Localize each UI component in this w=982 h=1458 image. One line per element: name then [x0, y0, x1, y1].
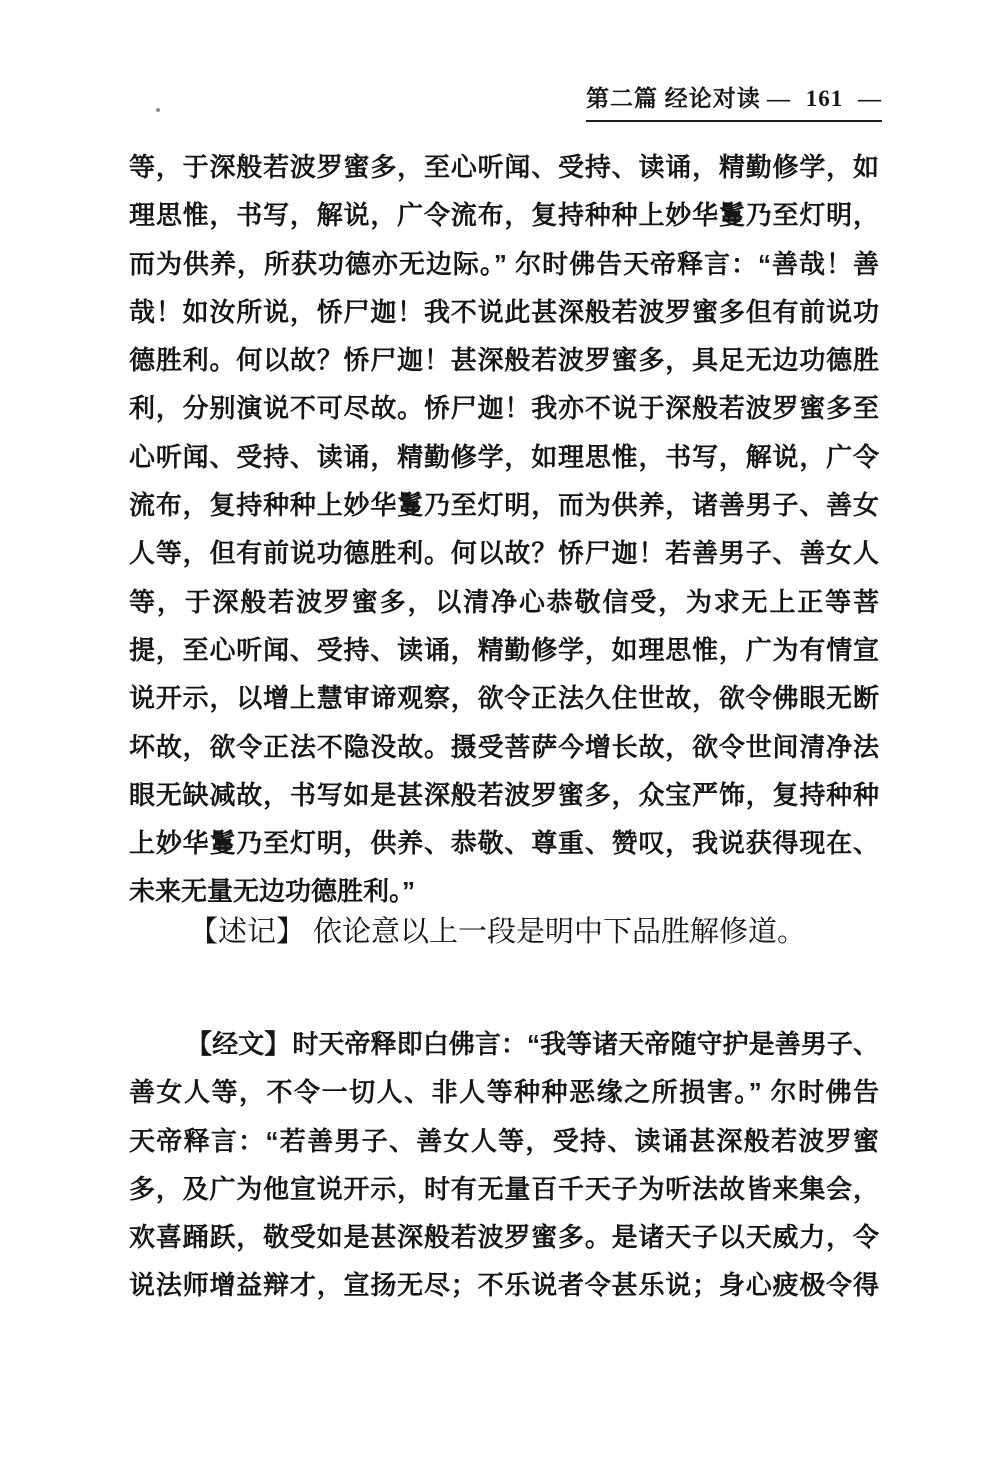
text-line: 等，于深般若波罗蜜多，至心听闻、受持、读诵，精勤修学，如	[129, 152, 879, 182]
text-line: 善女人等，不令一切人、非人等种种恶缘之所损害。” 尔时佛告	[129, 1077, 879, 1108]
shuji-paragraph	[129, 906, 949, 958]
text-line: 坏故，欲令正法不隐没故。摄受菩萨今增长故，欲令世间清净法	[129, 731, 879, 762]
page-number: — 161 —	[767, 86, 882, 111]
section-title: 第二篇 经论对读	[586, 86, 761, 111]
text-line: 流布，复持种种上妙华鬘乃至灯明，而为供养，诸善男子、善女	[129, 490, 879, 521]
text-line: 未来无量无边功德胜利。”	[129, 876, 416, 907]
shuji-label: 【述记】	[189, 916, 306, 948]
text-line: 等，于深般若波罗蜜多，以清净心恭敬信受，为求无上正等菩	[129, 586, 879, 617]
text-line: 而为供养，所获功德亦无边际。” 尔时佛告天帝释言：“善哉！善	[129, 248, 879, 279]
jingwen-first-line: 时天帝释即白佛言：“我等诸天帝随守护是善男子、	[292, 1029, 879, 1059]
text-line: 哉！如汝所说，㤭尸迦！我不说此甚深般若波罗蜜多但有前说功	[129, 296, 879, 327]
text-line: 眼无缺减故，书写如是甚深般若波罗蜜多，众宝严饰，复持种种	[129, 779, 879, 810]
shuji-text: 依论意以上一段是明中下品胜解修道。	[313, 916, 807, 948]
text-line: 德胜利。何以故？㤭尸迦！甚深般若波罗蜜多，具足无边功德胜	[129, 345, 879, 376]
text-line: 欢喜踊跃，敬受如是甚深般若波罗蜜多。是诸天子以天威力，令	[129, 1222, 879, 1253]
text-line: 理思惟，书写，解说，广令流布，复持种种上妙华鬘乃至灯明，	[129, 200, 879, 231]
text-line: 说开示，以增上慧审谛观察，欲令正法久住世故，欲令佛眼无断	[129, 683, 879, 714]
jingwen-label: 【经文】	[186, 1030, 291, 1059]
scan-speck	[156, 108, 160, 112]
text-line	[129, 1020, 879, 1068]
text-line: 人等，但有前说功德胜利。何以故？㤭尸迦！若善男子、善女人	[129, 538, 879, 569]
text-line: 上妙华鬘乃至灯明，供养、恭敬、尊重、赞叹，我说获得现在、	[129, 828, 879, 859]
jingwen-paragraph	[129, 1020, 879, 1310]
text-line	[129, 906, 949, 958]
text-line: 利，分别演说不可尽故。㤭尸迦！我亦不说于深般若波罗蜜多至	[129, 393, 879, 424]
text-line: 心听闻、受持、读诵，精勤修学，如理思惟，书写，解说，广令	[129, 441, 879, 472]
sutra-quote-paragraph	[129, 143, 879, 916]
text-line: 提，至心听闻、受持、读诵，精勤修学，如理思惟，广为有情宣	[129, 634, 879, 665]
text-line: 多，及广为他宣说开示，时有无量百千天子为听法故皆来集会，	[129, 1173, 879, 1204]
text-line: 说法师增益辩才，宣扬无尽；不乐说者令甚乐说；身心疲极令得	[129, 1270, 879, 1301]
running-header	[586, 80, 882, 122]
text-line: 天帝释言：“若善男子、善女人等，受持、读诵甚深般若波罗蜜	[129, 1125, 879, 1156]
